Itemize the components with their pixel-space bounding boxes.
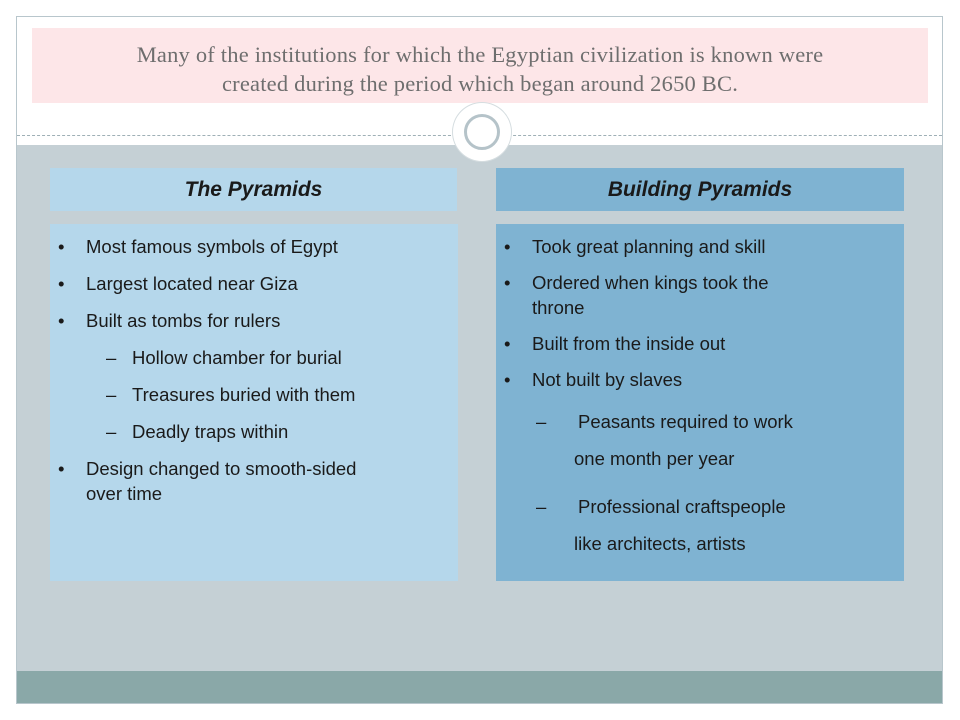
dash-bullet-icon: –	[106, 421, 117, 442]
title-band	[32, 28, 928, 103]
sub-list-item	[58, 345, 458, 370]
list-item	[58, 234, 458, 259]
circle-ornament-icon	[453, 103, 511, 161]
building-pyramids-list	[496, 234, 904, 562]
bullet-icon: •	[504, 272, 511, 293]
list-item	[58, 308, 458, 333]
item-text: Treasures buried with them	[132, 384, 356, 405]
item-text: Built as tombs for rulers	[86, 310, 281, 331]
slide	[16, 16, 943, 704]
item-text: Built from the inside out	[532, 333, 726, 354]
item-text-continued: over time	[86, 483, 163, 504]
item-text: Hollow chamber for burial	[132, 347, 342, 368]
item-text-continued: one month per year	[574, 448, 735, 469]
building-pyramids-header: Building Pyramids	[496, 168, 904, 211]
dash-bullet-icon: –	[536, 496, 547, 517]
item-text: Professional craftspeople	[578, 496, 786, 517]
item-text-continued: like architects, artists	[574, 533, 746, 554]
item-text: Largest located near Giza	[86, 273, 298, 294]
list-item	[504, 331, 904, 356]
bullet-icon: •	[504, 236, 511, 257]
item-text: Most famous symbols of Egypt	[86, 236, 338, 257]
list-item	[504, 234, 904, 259]
footer-band	[17, 671, 942, 704]
list-item	[504, 367, 904, 392]
list-item	[58, 271, 458, 296]
sub-list-item	[504, 488, 904, 562]
bullet-icon: •	[58, 273, 65, 294]
item-text: Design changed to smooth-sided	[86, 458, 357, 479]
title-line-2: created during the period which began around 2650 BC.	[221, 71, 739, 96]
list-item	[504, 270, 904, 320]
bullet-icon: •	[504, 369, 511, 390]
the-pyramids-list	[50, 234, 458, 506]
sub-list-item	[58, 382, 458, 407]
dash-bullet-icon: –	[106, 347, 117, 368]
the-pyramids-header: The Pyramids	[50, 168, 457, 211]
bullet-icon: •	[58, 310, 65, 331]
title-line-1: Many of the institutions for which the Egyptian civilization is known were	[136, 42, 824, 67]
sub-list-item	[504, 403, 904, 477]
list-item	[58, 456, 458, 506]
item-text: Took great planning and skill	[532, 236, 766, 257]
circle-ornament-inner	[464, 114, 500, 150]
dash-bullet-icon: –	[536, 411, 547, 432]
item-text: Deadly traps within	[132, 421, 289, 442]
item-text: Ordered when kings took the	[532, 272, 769, 293]
bullet-icon: •	[58, 236, 65, 257]
bullet-icon: •	[504, 333, 511, 354]
sub-list-item	[58, 419, 458, 444]
item-text-continued: throne	[532, 297, 585, 318]
bullet-icon: •	[58, 458, 65, 479]
slide-title	[32, 40, 928, 98]
item-text: Peasants required to work	[578, 411, 793, 432]
building-pyramids-list-box	[496, 224, 904, 581]
the-pyramids-list-box	[50, 224, 458, 581]
item-text: Not built by slaves	[532, 369, 683, 390]
dash-bullet-icon: –	[106, 384, 117, 405]
